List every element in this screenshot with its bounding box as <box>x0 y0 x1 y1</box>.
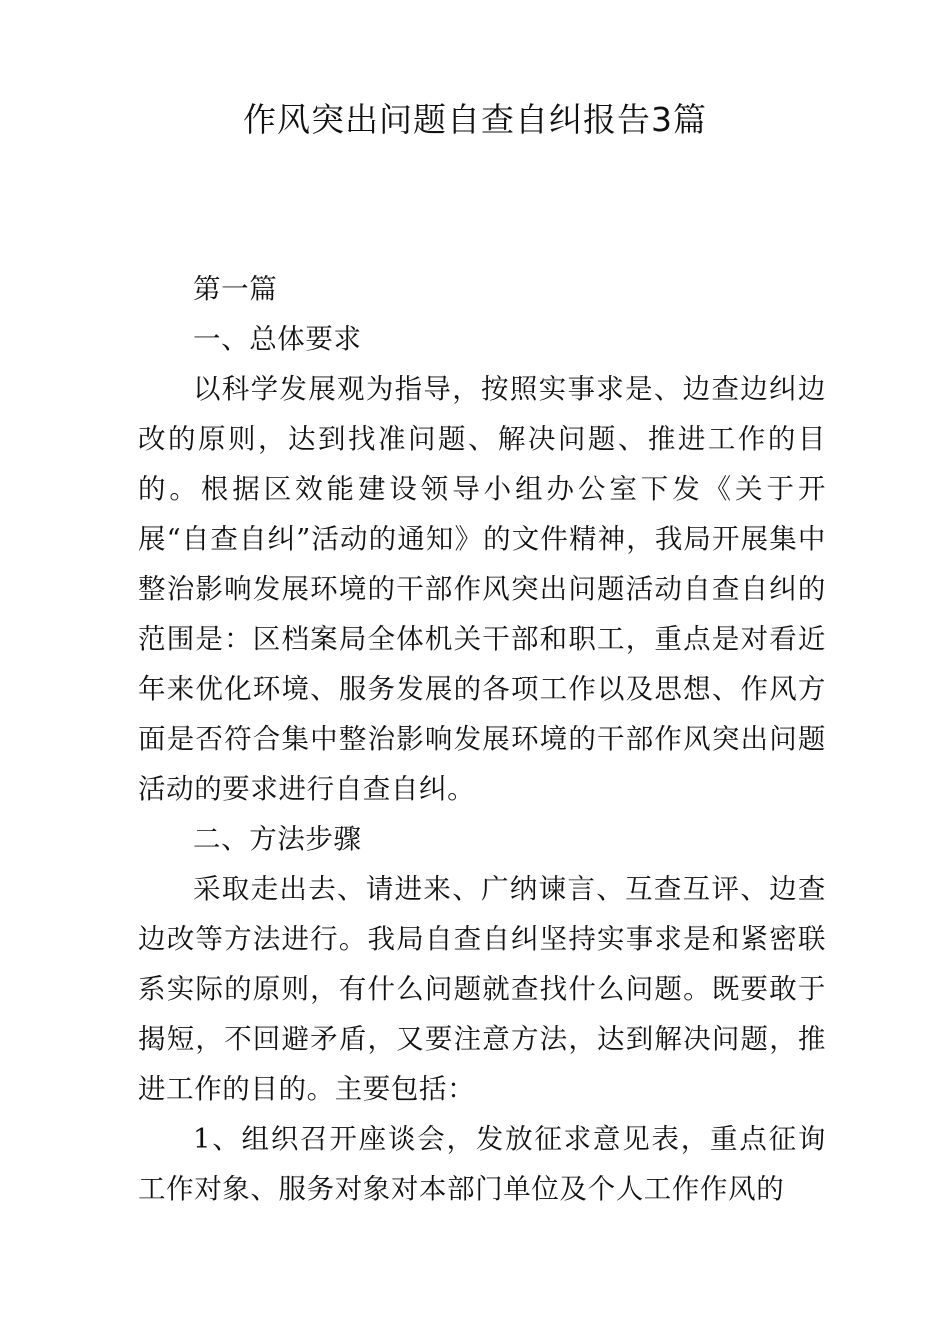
paragraph-item-1: 1、组织召开座谈会，发放征求意见表，重点征询工作对象、服务对象对本部门单位及个人工作作风的 <box>138 1123 826 1205</box>
section-label: 第一篇 <box>193 273 278 305</box>
heading-general-requirements: 一、总体要求 <box>193 323 362 355</box>
paragraph-general-requirements: 以科学发展观为指导，按照实事求是、边查边纠边改的原则，达到找准问题、解决问题、推进工作的目的。根据区效能建设领导小组办公室下发《关于开展“自查自纠”活动的通知》的文件精神，我局开展集中整治影响发展环境的干部作风突出问题活动自查自纠的范围是：区档案局全体机关干部和职工，重点是对看近年来优化环境、服务发展的各项工作以及思想、作风方面是否符合集中整治影响发展环境的干部作风突出问题活动的要求进行自查自纠。 <box>138 373 826 805</box>
document-body <box>138 264 826 1214</box>
heading-method-steps: 二、方法步骤 <box>193 823 362 855</box>
paragraph-method-steps: 采取走出去、请进来、广纳谏言、互查互评、边查边改等方法进行。我局自查自纠坚持实事求是和紧密联系实际的原则，有什么问题就查找什么问题。既要敢于揭短，不回避矛盾，又要注意方法，达到解决问题，推进工作的目的。主要包括： <box>138 873 826 1105</box>
document-title: 作风突出问题自查自纠报告3篇 <box>243 100 707 139</box>
